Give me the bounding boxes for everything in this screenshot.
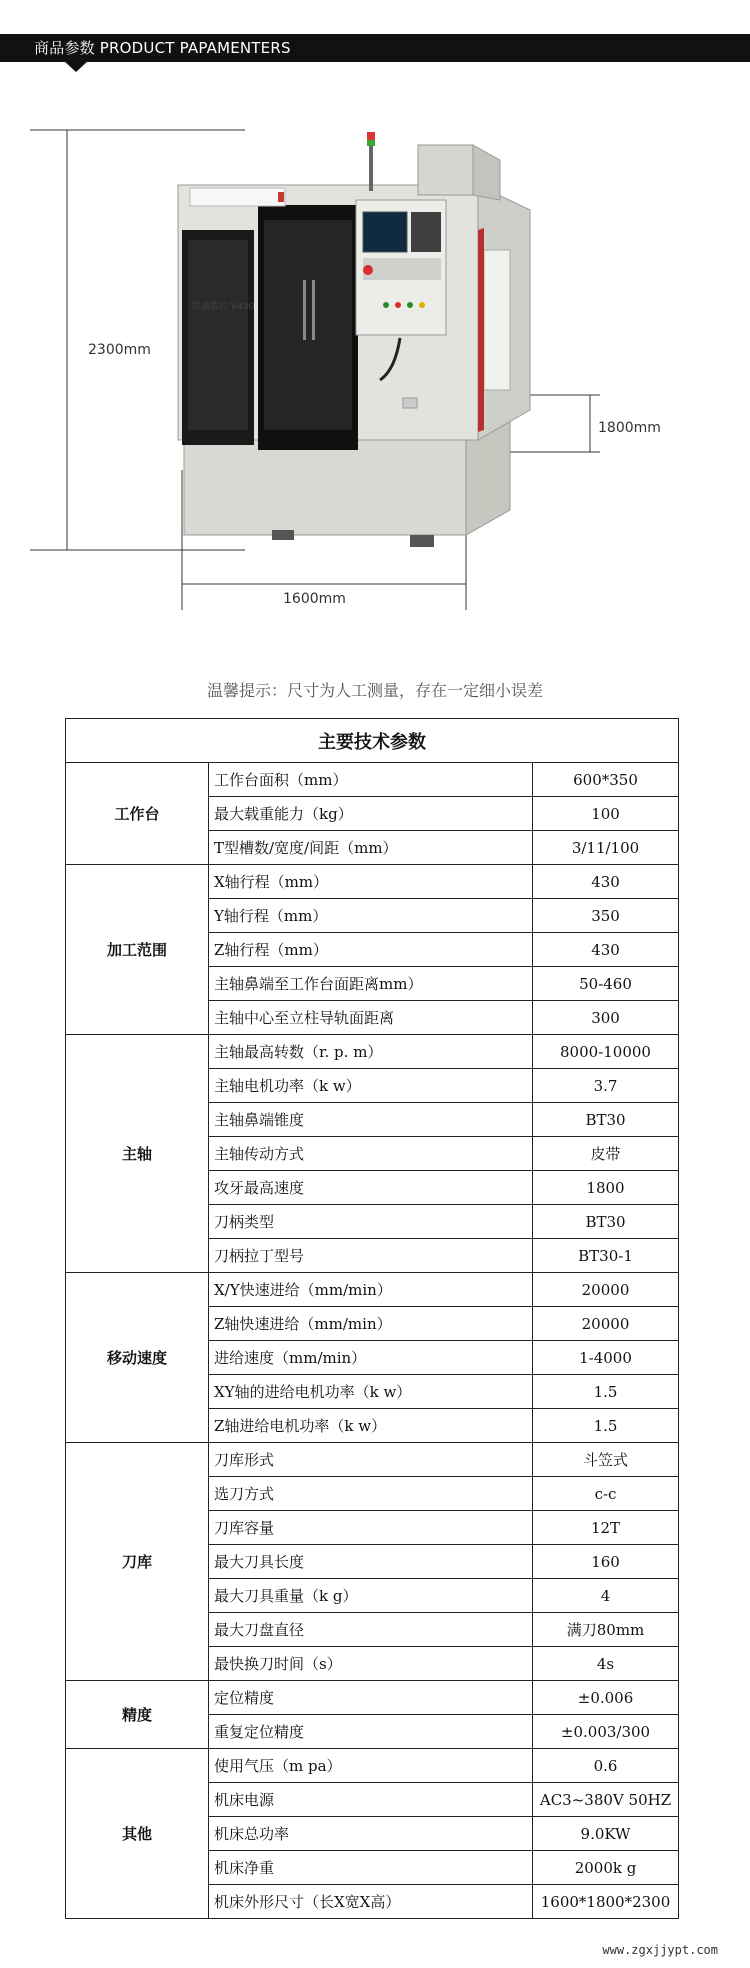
spec-value: BT30 [533,1205,679,1239]
spec-value: 100 [533,797,679,831]
height-dimension-label: 2300mm [88,342,151,358]
spec-name: Z轴快速进给（mm/min） [209,1307,533,1341]
spec-value: 350 [533,899,679,933]
spec-category: 工作台 [66,763,209,865]
spec-name: 最大载重能力（kg） [209,797,533,831]
spec-name: Z轴行程（mm） [209,933,533,967]
spec-name: 最快换刀时间（s） [209,1647,533,1681]
spec-name: X轴行程（mm） [209,865,533,899]
spec-value: 1.5 [533,1409,679,1443]
spec-row [66,1443,679,1477]
spec-value: 1.5 [533,1375,679,1409]
spec-table [65,718,679,1919]
spec-value: 8000-10000 [533,1035,679,1069]
spec-name: Z轴进给电机功率（k w） [209,1409,533,1443]
spec-name: 重复定位精度 [209,1715,533,1749]
spec-value: 3.7 [533,1069,679,1103]
section-header-title: 商品参数 PRODUCT PAPAMENTERS [34,39,291,57]
spec-name: 使用气压（m pa） [209,1749,533,1783]
spec-value: 1-4000 [533,1341,679,1375]
spec-category: 精度 [66,1681,209,1749]
spec-category: 刀库 [66,1443,209,1681]
spec-name: 刀库容量 [209,1511,533,1545]
spec-value: 皮带 [533,1137,679,1171]
spec-value: 20000 [533,1307,679,1341]
machine-illustration [0,110,750,630]
spec-name: 刀柄类型 [209,1205,533,1239]
spec-value: c-c [533,1477,679,1511]
spec-row [66,1749,679,1783]
spec-value: 0.6 [533,1749,679,1783]
spec-value: 430 [533,865,679,899]
spec-value: 2000k g [533,1851,679,1885]
spec-value: 1800 [533,1171,679,1205]
spec-row [66,1273,679,1307]
spec-name: T型槽数/宽度/间距（mm） [209,831,533,865]
spec-name: 攻牙最高速度 [209,1171,533,1205]
section-header [0,34,750,62]
spec-value: 1600*1800*2300 [533,1885,679,1919]
spec-name: 工作台面积（mm） [209,763,533,797]
spec-name: 主轴中心至立柱导轨面距离 [209,1001,533,1035]
spec-row [66,1681,679,1715]
spec-name: 主轴电机功率（k w） [209,1069,533,1103]
spec-name: 最大刀盘直径 [209,1613,533,1647]
spec-value: 12T [533,1511,679,1545]
window-grid [188,220,352,430]
spec-name: 进给速度（mm/min） [209,1341,533,1375]
spec-value: 9.0KW [533,1817,679,1851]
spec-row [66,1035,679,1069]
spec-name: XY轴的进给电机功率（k w） [209,1375,533,1409]
watermark: www.zgxjjypt.com [602,1943,718,1957]
spec-name: 定位精度 [209,1681,533,1715]
spec-value: 4s [533,1647,679,1681]
spec-name: 机床总功率 [209,1817,533,1851]
spec-value: 4 [533,1579,679,1613]
spec-name: 机床净重 [209,1851,533,1885]
spec-table-body [66,763,679,1919]
spec-value: 斗笠式 [533,1443,679,1477]
spec-name: 最大刀具重量（k g） [209,1579,533,1613]
spec-category: 主轴 [66,1035,209,1273]
spec-value: ±0.003/300 [533,1715,679,1749]
depth-dimension-label: 1800mm [598,420,661,436]
spec-name: 主轴鼻端至工作台面距离mm） [209,967,533,1001]
spec-value: 满刀80mm [533,1613,679,1647]
spec-name: 选刀方式 [209,1477,533,1511]
spec-name: 主轴鼻端锥度 [209,1103,533,1137]
spec-name: Y轴行程（mm） [209,899,533,933]
spec-category: 其他 [66,1749,209,1919]
spec-value: 50-460 [533,967,679,1001]
spec-value: 160 [533,1545,679,1579]
spec-value: 430 [533,933,679,967]
machine-body [178,132,530,547]
spec-value: 300 [533,1001,679,1035]
width-dimension-label: 1600mm [283,591,346,607]
spec-category: 移动速度 [66,1273,209,1443]
spec-name: 机床外形尺寸（长X宽X高） [209,1885,533,1919]
spec-value: BT30 [533,1103,679,1137]
measurement-notice: 温馨提示：尺寸为人工测量，存在一定细小误差 [206,681,543,700]
spec-name: 主轴最高转数（r. p. m） [209,1035,533,1069]
spec-name: 最大刀具长度 [209,1545,533,1579]
header-notch [64,61,88,72]
spec-value: 20000 [533,1273,679,1307]
spec-name: 刀库形式 [209,1443,533,1477]
spec-name: X/Y快速进给（mm/min） [209,1273,533,1307]
product-image [0,110,750,630]
spec-value: BT30-1 [533,1239,679,1273]
spec-value: 600*350 [533,763,679,797]
spec-row [66,865,679,899]
spec-value: ±0.006 [533,1681,679,1715]
machine-label: 凯鑫数控 V430 [192,302,255,312]
spec-table-title: 主要技术参数 [66,719,679,763]
spec-value: AC3~380V 50HZ [533,1783,679,1817]
spec-value: 3/11/100 [533,831,679,865]
spec-name: 主轴传动方式 [209,1137,533,1171]
spec-name: 刀柄拉丁型号 [209,1239,533,1273]
spec-category: 加工范围 [66,865,209,1035]
spec-row [66,763,679,797]
spec-name: 机床电源 [209,1783,533,1817]
